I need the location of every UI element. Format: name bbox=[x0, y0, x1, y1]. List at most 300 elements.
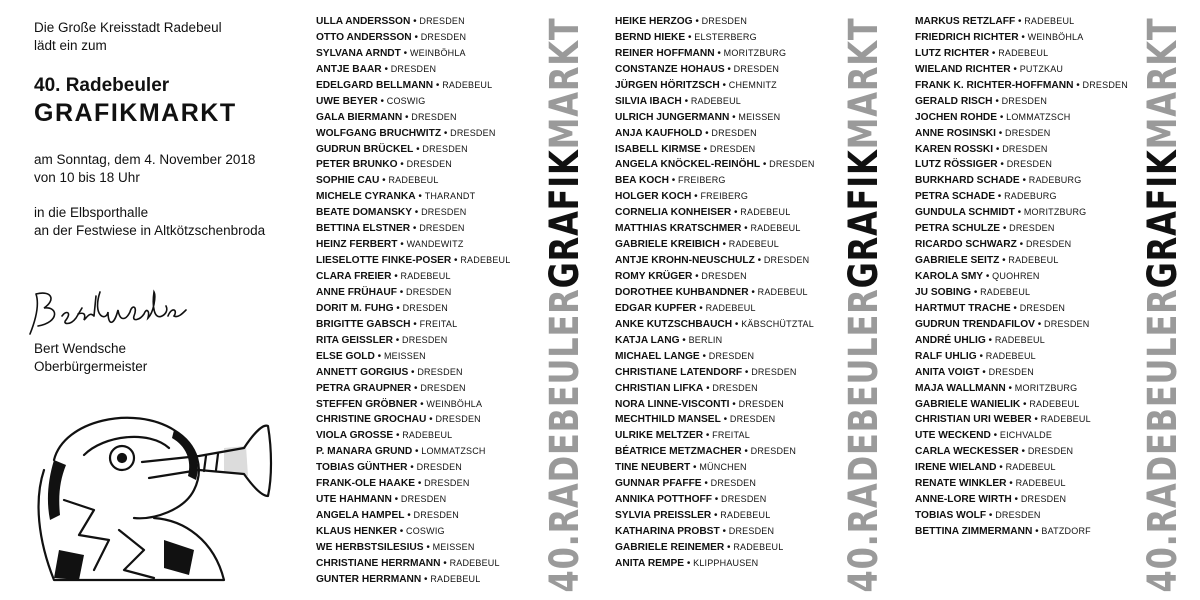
artist-city: RADEBEUL bbox=[442, 79, 493, 90]
artist-city: DRESDEN bbox=[1005, 127, 1051, 138]
bullet-separator: • bbox=[681, 95, 691, 107]
artist-entry bbox=[316, 189, 566, 205]
artist-name: ULRIKE MELTZER bbox=[615, 430, 704, 442]
artist-city: DRESDEN bbox=[1020, 494, 1067, 505]
artist-name: ANNE-LORE WIRTH bbox=[915, 494, 1012, 506]
artist-entry bbox=[915, 62, 1165, 78]
artist-city: DRESDEN bbox=[750, 446, 797, 457]
bullet-separator: • bbox=[407, 462, 417, 474]
artist-city: EICHVALDE bbox=[999, 430, 1053, 441]
artist-name: ROMY KRÜGER bbox=[615, 271, 693, 282]
bullet-separator: • bbox=[996, 462, 1006, 474]
artist-name: PETER BRUNKO bbox=[316, 159, 398, 171]
artist-name: TOBIAS WOLF bbox=[915, 510, 987, 522]
banner-strong: GRAFIK bbox=[542, 149, 588, 289]
artist-city: DRESDEN bbox=[1001, 95, 1048, 106]
artist-city: BERLIN bbox=[688, 334, 723, 345]
vertical-banner-3 bbox=[1140, 18, 1186, 593]
artist-entry bbox=[915, 157, 1165, 173]
bullet-separator: • bbox=[995, 191, 1005, 203]
artist-name: HOLGER KOCH bbox=[615, 191, 692, 203]
artist-city: BATZDORF bbox=[1041, 526, 1091, 536]
bullet-separator: • bbox=[410, 223, 420, 235]
artist-city: MEISSEN bbox=[383, 350, 426, 361]
vertical-banner-2 bbox=[841, 18, 887, 593]
bullet-separator: • bbox=[1010, 63, 1020, 75]
artist-entry bbox=[915, 221, 1165, 237]
banner-prefix: 40.RADEBEULER bbox=[542, 288, 588, 593]
artist-name: P. MANARA GRUND bbox=[316, 446, 413, 458]
artist-city: LOMMATZSCH bbox=[1006, 111, 1071, 122]
artist-city: RADEBEUL bbox=[994, 334, 1045, 345]
artist-entry bbox=[915, 14, 1165, 30]
artist-city: RADEBEUL bbox=[1008, 255, 1059, 266]
bullet-separator: • bbox=[433, 79, 443, 91]
bullet-separator: • bbox=[1019, 175, 1029, 187]
bullet-separator: • bbox=[415, 478, 425, 490]
artist-entry bbox=[915, 524, 1165, 540]
artist-name: ANNIKA POTTHOFF bbox=[615, 494, 712, 506]
artist-entry bbox=[615, 556, 865, 572]
bullet-separator: • bbox=[1014, 207, 1024, 219]
artist-name: GABRIELE KREIBICH bbox=[615, 239, 720, 251]
edition-heading: 40. Radebeuler bbox=[34, 75, 170, 96]
artist-entry bbox=[316, 492, 566, 508]
artist-entry bbox=[915, 285, 1165, 301]
bullet-separator: • bbox=[986, 510, 996, 522]
artist-entry bbox=[915, 110, 1165, 126]
artist-name: FRANK K. RICHTER-HOFFMANN bbox=[915, 79, 1074, 91]
artist-city: RADEBEUL bbox=[998, 47, 1049, 58]
banner-light: MARKT bbox=[1140, 17, 1186, 150]
bullet-separator: • bbox=[415, 191, 425, 203]
bullet-separator: • bbox=[1032, 526, 1042, 537]
artist-name: OTTO ANDERSSON bbox=[316, 31, 412, 43]
mayor-block bbox=[34, 340, 147, 376]
artist-entry bbox=[615, 126, 865, 142]
banner-strong: GRAFIK bbox=[841, 149, 887, 289]
artist-name: CHRISTIANE HERRMANN bbox=[316, 557, 441, 569]
artist-name: BÉATRICE METZMACHER bbox=[615, 446, 742, 458]
artist-entry bbox=[615, 189, 865, 205]
bullet-separator: • bbox=[1010, 302, 1020, 314]
artist-name: RITA GEISSLER bbox=[316, 334, 393, 346]
artist-city: DRESDEN bbox=[1002, 143, 1048, 154]
artist-name: SILVIA IBACH bbox=[615, 95, 682, 107]
artist-city: RADEBEUL bbox=[1040, 414, 1091, 425]
bullet-separator: • bbox=[426, 414, 436, 426]
bullet-separator: • bbox=[724, 63, 734, 75]
artist-name: WIELAND RICHTER bbox=[915, 63, 1011, 75]
artist-city: RADEBEUL bbox=[1015, 478, 1066, 489]
event-date-time bbox=[34, 151, 255, 187]
artist-column-1 bbox=[316, 14, 566, 588]
artist-entry bbox=[316, 476, 566, 492]
bullet-separator: • bbox=[391, 271, 401, 282]
bullet-separator: • bbox=[714, 47, 724, 59]
venue-line-2: an der Festwiese in Altkötzschenbroda bbox=[34, 223, 266, 238]
artist-name: GUNTER HERRMANN bbox=[316, 573, 422, 585]
bullet-separator: • bbox=[700, 143, 710, 155]
artist-name: ANDRÉ UHLIG bbox=[915, 334, 986, 346]
artist-entry bbox=[316, 333, 566, 349]
artist-name: ANTJE BAAR bbox=[316, 63, 382, 75]
artist-entry bbox=[316, 157, 566, 173]
artist-city: PUTZKAU bbox=[1019, 63, 1064, 74]
artist-name: ANJA KAUFHOLD bbox=[615, 127, 703, 139]
artist-name: ANITA VOIGT bbox=[915, 366, 980, 378]
artist-name: UWE BEYER bbox=[316, 95, 378, 107]
bullet-separator: • bbox=[393, 302, 403, 314]
artist-name: ANTJE KROHN-NEUSCHULZ bbox=[615, 255, 755, 267]
artist-city: RADEBEUL bbox=[690, 95, 741, 106]
artist-name: CHRISTIAN URI WEBER bbox=[915, 414, 1032, 426]
artist-city: MÜNCHEN bbox=[699, 462, 747, 473]
artist-city: RADEBURG bbox=[1004, 191, 1057, 202]
artist-name: BURKHARD SCHADE bbox=[915, 175, 1020, 187]
banner-strong: GRAFIK bbox=[1140, 149, 1186, 289]
banner-prefix: 40.RADEBEULER bbox=[841, 288, 887, 593]
bullet-separator: • bbox=[1000, 223, 1010, 235]
artist-city: DRESDEN bbox=[763, 255, 810, 266]
artist-city: DRESDEN bbox=[435, 414, 481, 425]
artist-name: CHRISTIAN LIFKA bbox=[615, 382, 704, 394]
artist-entry bbox=[915, 205, 1165, 221]
artist-name: ANITA REMPE bbox=[615, 557, 685, 569]
artist-city: DRESDEN bbox=[422, 143, 468, 154]
bullet-separator: • bbox=[760, 159, 770, 171]
bullet-separator: • bbox=[731, 207, 741, 219]
artist-name: BETTINA ZIMMERMANN bbox=[915, 526, 1033, 537]
artist-name: UTE WECKEND bbox=[915, 430, 991, 442]
artist-entry bbox=[316, 173, 566, 189]
artist-name: BEA KOCH bbox=[615, 175, 669, 187]
artist-city: RADEBEUL bbox=[757, 286, 808, 297]
artist-entry bbox=[915, 476, 1165, 492]
artist-city: COSWIG bbox=[386, 95, 426, 106]
bullet-separator: • bbox=[702, 127, 712, 139]
artist-city: RADEBEUL bbox=[430, 573, 481, 584]
artist-city: DRESDEN bbox=[416, 462, 462, 473]
artist-name: ULLA ANDERSSON bbox=[316, 16, 411, 27]
artist-city: DRESDEN bbox=[450, 127, 496, 138]
artist-entry bbox=[316, 508, 566, 524]
artist-city: DRESDEN bbox=[712, 382, 758, 393]
artist-entry bbox=[615, 237, 865, 253]
artist-city: DRESDEN bbox=[1025, 239, 1072, 250]
artist-entry bbox=[615, 94, 865, 110]
artist-name: HEIKE HERZOG bbox=[615, 16, 693, 27]
artist-column-3 bbox=[915, 14, 1165, 540]
artist-name: VIOLA GROSSE bbox=[316, 430, 394, 442]
artist-name: MECHTHILD MANSEL bbox=[615, 414, 721, 426]
artist-entry bbox=[615, 444, 865, 460]
bullet-separator: • bbox=[1015, 16, 1025, 27]
banner-prefix: 40.RADEBEULER bbox=[1140, 288, 1186, 593]
artist-name: FRANK-OLE HAAKE bbox=[316, 478, 416, 490]
artist-city: FREIBERG bbox=[678, 175, 726, 186]
bullet-separator: • bbox=[396, 526, 407, 537]
bullet-separator: • bbox=[441, 127, 451, 139]
artist-city: RADEBURG bbox=[1028, 175, 1082, 186]
artist-name: EDELGARD BELLMANN bbox=[316, 79, 434, 91]
artist-entry bbox=[915, 333, 1165, 349]
artist-city: DRESDEN bbox=[710, 478, 757, 489]
artist-city: MORITZBURG bbox=[723, 47, 787, 58]
bullet-separator: • bbox=[692, 271, 702, 282]
artist-entry bbox=[915, 412, 1165, 428]
artist-name: PETRA GRAUPNER bbox=[316, 382, 412, 394]
bullet-separator: • bbox=[995, 127, 1006, 139]
artist-city: DRESDEN bbox=[701, 16, 748, 26]
bullet-separator: • bbox=[719, 526, 729, 537]
artist-entry bbox=[615, 476, 865, 492]
bullet-separator: • bbox=[679, 334, 689, 346]
artist-name: DORIT M. FUHG bbox=[316, 302, 394, 314]
bullet-separator: • bbox=[379, 175, 389, 187]
artist-entry bbox=[615, 540, 865, 556]
artist-city: DRESDEN bbox=[751, 366, 797, 377]
artist-entry bbox=[915, 189, 1165, 205]
bullet-separator: • bbox=[692, 16, 702, 27]
artist-entry bbox=[316, 285, 566, 301]
artist-name: CHRISTIANE LATENDORF bbox=[615, 366, 743, 378]
bullet-separator: • bbox=[983, 271, 993, 282]
artist-name: GABRIELE WANIELIK bbox=[915, 398, 1021, 410]
artist-name: MARKUS RETZLAFF bbox=[915, 16, 1016, 27]
artist-name: RALF UHLIG bbox=[915, 350, 977, 362]
artist-entry bbox=[615, 397, 865, 413]
artist-city: RADEBEUL bbox=[980, 286, 1031, 297]
artist-name: ANGELA KNÖCKEL-REINÖHL bbox=[615, 159, 761, 171]
bullet-separator: • bbox=[397, 239, 407, 251]
artist-city: DRESDEN bbox=[1019, 302, 1066, 313]
artist-city: RADEBEUL bbox=[728, 239, 779, 250]
artist-entry bbox=[915, 444, 1165, 460]
artist-entry bbox=[615, 524, 865, 540]
bullet-separator: • bbox=[684, 557, 694, 569]
bullet-separator: • bbox=[741, 223, 751, 235]
artist-city: DRESDEN bbox=[709, 143, 756, 154]
artist-entry bbox=[915, 46, 1165, 62]
artist-name: REINER HOFFMANN bbox=[615, 47, 715, 59]
bullet-separator: • bbox=[696, 302, 706, 314]
artist-city: CHEMNITZ bbox=[728, 79, 777, 90]
artist-city: DRESDEN bbox=[417, 366, 463, 377]
artist-entry bbox=[615, 221, 865, 237]
artist-entry bbox=[915, 94, 1165, 110]
artist-city: FREITAL bbox=[712, 430, 750, 441]
bullet-separator: • bbox=[711, 510, 721, 522]
artist-name: GUNDULA SCHMIDT bbox=[915, 207, 1015, 219]
artist-city: RADEBEUL bbox=[1024, 16, 1075, 26]
artist-city: DRESDEN bbox=[1006, 159, 1053, 170]
artist-entry bbox=[316, 78, 566, 94]
artist-entry bbox=[615, 30, 865, 46]
artist-entry bbox=[615, 365, 865, 381]
intro-line-1: Die Große Kreisstadt Radebeul bbox=[34, 20, 222, 35]
artist-name: KLAUS HENKER bbox=[316, 526, 397, 537]
artist-entry bbox=[615, 492, 865, 508]
bullet-separator: • bbox=[1005, 382, 1015, 394]
artist-city: DRESDEN bbox=[421, 207, 467, 218]
artist-city: RADEBEUL bbox=[460, 255, 511, 266]
artist-name: CORNELIA KONHEISER bbox=[615, 207, 732, 219]
artist-entry bbox=[615, 142, 865, 158]
bullet-separator: • bbox=[393, 430, 403, 442]
bullet-separator: • bbox=[404, 510, 414, 522]
artist-entry bbox=[615, 110, 865, 126]
artist-city: DRESDEN bbox=[420, 31, 467, 42]
artist-entry bbox=[316, 572, 566, 588]
artist-city: WANDEWITZ bbox=[406, 239, 464, 250]
artist-entry bbox=[316, 317, 566, 333]
artist-name: ANNE ROSINSKI bbox=[915, 127, 996, 139]
artist-city: DRESDEN bbox=[1082, 79, 1128, 90]
bullet-separator: • bbox=[451, 255, 461, 267]
bullet-separator: • bbox=[400, 47, 410, 59]
artist-name: IRENE WIELAND bbox=[915, 462, 997, 474]
artist-city: DRESDEN bbox=[419, 223, 465, 234]
artist-name: EDGAR KUPFER bbox=[615, 302, 697, 314]
artist-name: FRIEDRICH RICHTER bbox=[915, 31, 1019, 43]
bullet-separator: • bbox=[374, 350, 384, 362]
artist-entry bbox=[615, 157, 865, 173]
bullet-separator: • bbox=[989, 47, 999, 59]
bullet-separator: • bbox=[985, 334, 995, 346]
time-line: von 10 bis 18 Uhr bbox=[34, 170, 140, 185]
artist-name: BRIGITTE GABSCH bbox=[316, 318, 411, 330]
artist-name: UTE HAHMANN bbox=[316, 494, 392, 506]
bullet-separator: • bbox=[754, 255, 764, 267]
artist-entry bbox=[316, 110, 566, 126]
artist-entry bbox=[615, 317, 865, 333]
artist-entry bbox=[316, 126, 566, 142]
artist-city: QUOHREN bbox=[992, 271, 1040, 281]
bullet-separator: • bbox=[720, 414, 730, 426]
artist-city: DRESDEN bbox=[1027, 446, 1074, 457]
artist-city: FREIBERG bbox=[700, 191, 749, 202]
artist-city: DRESDEN bbox=[411, 111, 457, 122]
bullet-separator: • bbox=[703, 382, 713, 394]
invitation-panel bbox=[34, 0, 299, 600]
artist-name: JÜRGEN HÖRITZSCH bbox=[615, 79, 720, 91]
artist-name: HARTMUT TRACHE bbox=[915, 302, 1011, 314]
artist-entry bbox=[316, 269, 566, 285]
bullet-separator: • bbox=[979, 366, 989, 378]
artist-entry bbox=[615, 269, 865, 285]
artist-name: TINE NEUBERT bbox=[615, 462, 691, 474]
bullet-separator: • bbox=[396, 286, 406, 298]
artist-entry bbox=[316, 46, 566, 62]
artist-entry bbox=[316, 524, 566, 540]
mayor-name: Bert Wendsche bbox=[34, 341, 127, 356]
mayor-signature bbox=[22, 286, 192, 338]
bullet-separator: • bbox=[993, 143, 1003, 155]
bullet-separator: • bbox=[410, 318, 420, 330]
artist-city: DRESDEN bbox=[728, 526, 775, 536]
artist-entry bbox=[915, 301, 1165, 317]
artist-name: GERALD RISCH bbox=[915, 95, 993, 107]
bullet-separator: • bbox=[690, 462, 700, 474]
artist-entry bbox=[316, 237, 566, 253]
artist-entry bbox=[915, 30, 1165, 46]
venue-line-1: in die Elbsporthalle bbox=[34, 205, 149, 220]
artist-entry bbox=[316, 365, 566, 381]
artist-name: KATHARINA PROBST bbox=[615, 526, 720, 537]
artist-entry bbox=[316, 14, 566, 30]
artist-entry bbox=[316, 381, 566, 397]
bullet-separator: • bbox=[719, 239, 729, 251]
artist-city: RADEBEUL bbox=[705, 302, 756, 313]
artist-name: STEFFEN GRÖBNER bbox=[316, 398, 418, 410]
banner-light: MARKT bbox=[841, 17, 887, 150]
date-line: am Sonntag, dem 4. November 2018 bbox=[34, 152, 256, 167]
artist-city: DRESDEN bbox=[406, 159, 452, 170]
bullet-separator: • bbox=[997, 111, 1007, 123]
vertical-banner-1 bbox=[542, 18, 588, 593]
artist-name: SOPHIE CAU bbox=[316, 175, 380, 187]
artist-entry bbox=[915, 173, 1165, 189]
artist-entry bbox=[615, 412, 865, 428]
artist-name: LUTZ RÖSSIGER bbox=[915, 159, 998, 171]
artist-entry bbox=[615, 14, 865, 30]
artist-name: KAREN ROSSKI bbox=[915, 143, 994, 155]
artist-city: RADEBEUL bbox=[733, 541, 784, 552]
bullet-separator: • bbox=[1073, 79, 1083, 91]
artist-name: SYLVANA ARNDT bbox=[316, 47, 401, 59]
artist-name: ULRICH JUNGERMANN bbox=[615, 111, 730, 123]
artist-city: DRESDEN bbox=[400, 494, 447, 505]
artist-entry bbox=[316, 444, 566, 460]
artist-entry bbox=[316, 142, 566, 158]
artist-city: RADEBEUL bbox=[400, 271, 451, 281]
artist-name: WOLFGANG BRUCHWITZ bbox=[316, 127, 442, 139]
artist-entry bbox=[316, 301, 566, 317]
artist-city: DRESDEN bbox=[1009, 223, 1055, 234]
artist-name: GUNNAR PFAFFE bbox=[615, 478, 702, 490]
artist-entry bbox=[316, 428, 566, 444]
bullet-separator: • bbox=[724, 541, 734, 553]
bullet-separator: • bbox=[411, 382, 421, 394]
artist-entry bbox=[915, 269, 1165, 285]
artist-name: NORA LINNE-VISCONTI bbox=[615, 398, 730, 410]
artist-name: KATJA LANG bbox=[615, 334, 680, 346]
artist-entry bbox=[316, 30, 566, 46]
artist-city: MEISSEN bbox=[432, 541, 475, 552]
artist-name: WE HERBSTSILESIUS bbox=[316, 541, 424, 553]
bullet-separator: • bbox=[742, 366, 752, 378]
artist-name: BETTINA ELSTNER bbox=[316, 223, 411, 235]
artist-entry bbox=[316, 94, 566, 110]
bullet-separator: • bbox=[1016, 239, 1026, 251]
artist-name: RENATE WINKLER bbox=[915, 478, 1007, 490]
artist-entry bbox=[615, 46, 865, 62]
bullet-separator: • bbox=[1006, 478, 1016, 490]
bullet-separator: • bbox=[729, 111, 739, 123]
bullet-separator: • bbox=[685, 31, 695, 43]
artist-entry bbox=[915, 253, 1165, 269]
artist-city: DRESDEN bbox=[402, 334, 448, 345]
bullet-separator: • bbox=[391, 494, 401, 506]
artist-city: DRESDEN bbox=[406, 286, 452, 297]
artist-entry bbox=[915, 381, 1165, 397]
mayor-title: Oberbürgermeister bbox=[34, 359, 148, 374]
bullet-separator: • bbox=[990, 430, 1000, 442]
artist-entry bbox=[316, 205, 566, 221]
artist-city: DRESDEN bbox=[733, 63, 780, 74]
artist-name: GABRIELE SEITZ bbox=[915, 255, 1000, 267]
